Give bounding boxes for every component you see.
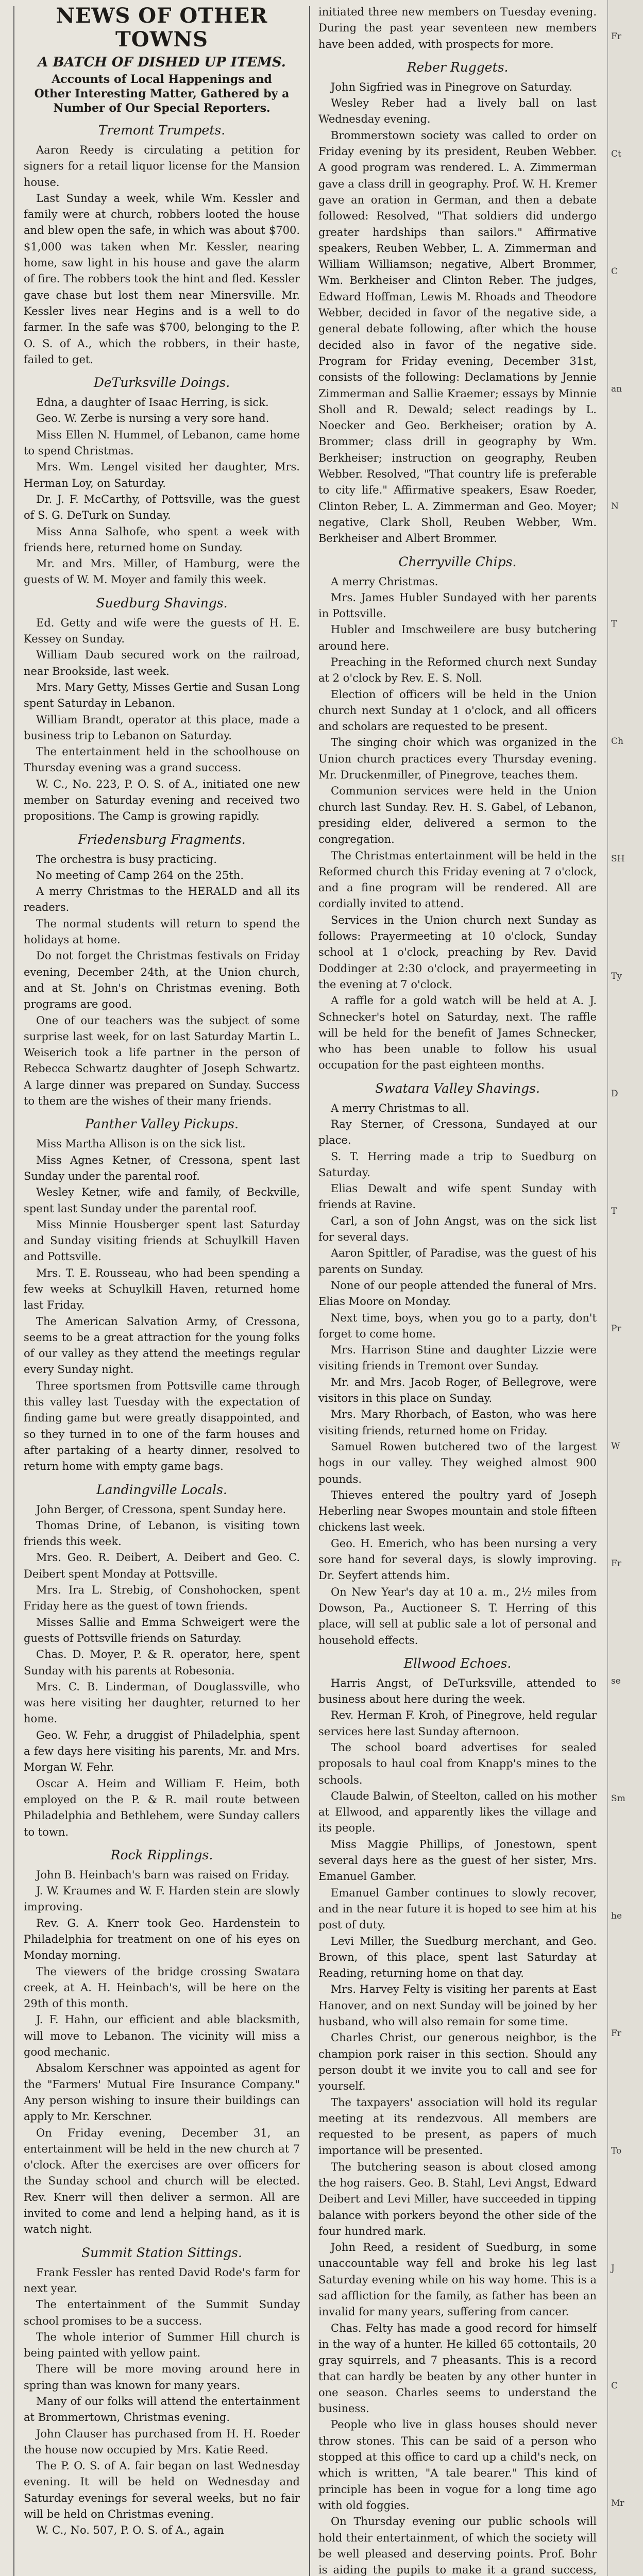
edge-text-fragment: Fr	[611, 31, 621, 42]
news-item: John Berger, of Cressona, spent Sunday here.	[36, 1503, 286, 1516]
section-heading: Rock Ripplings.	[110, 1847, 213, 1862]
news-section	[318, 1081, 597, 1649]
news-item: People who live in glass houses should never throw stones. This can be said of a person who stopped at this office to card up a child's neck, on which is written, "A tale bearer." This kind of principle has been in vogue for a long time ago with old foggies.	[318, 2418, 597, 2512]
news-item: Brommerstown society was called to order on Friday evening by its president, Reuben Webber. A good program was rendered. L. A. Zimmerman gave a class drill in geography. Prof. W. H. Kremer gave an oration in German, and then a debate followed: Resolved, "That soldiers did undergo greater hardships than sailors." Affirmative speakers, Reuben Webber, L. A. Zimmerman and William Williamson; negative, Albert Brommer, Wm. Berkheiser and Clinton Reber. The judges, Edward Hoffman, Lewis M. Rhoads and Theodore Webber, decided in favor of the negative side, a general debate following, after which the house decided also in favor of the negative side. Program for Friday evening, December 31st, consists of the following: Declamations by Jennie Zimmerman and Sallie Kraemer; essays by Minnie Sholl and R. Dewald; select readings by L. Noecker and Geo. Berkheiser; oration by A. Brommer; class drill in geography by Wm. Berkheiser; instruction on geography, Reuben Webber. Resolved, "That country life is preferable to city life." Affirmative speakers, Esaw Roeder, Clinton Reber, L. A. Zimmerman and Geo. Moyer; negative, Clark Sholl, Reuben Webber, Wm. Berkheiser and Albert Brommer.	[318, 129, 597, 545]
right-sections	[318, 60, 597, 2576]
edge-text-fragment: Pr	[611, 1324, 621, 1334]
news-item: Carl, a son of John Angst, was on the sick list for several days.	[318, 1214, 597, 1244]
edge-text-fragment: D	[611, 1089, 618, 1099]
news-item: Miss Martha Allison is on the sick list.	[36, 1138, 246, 1150]
news-section	[24, 375, 300, 588]
news-item: John Reed, a resident of Suedburg, in some unaccountable way fell and broke his leg last Saturday evening while on his way home. This is a sad affliction for the family, as father has been an invalid for many years, suffering from cancer.	[318, 2241, 597, 2318]
news-item: Miss Minnie Housberger spent last Saturday and Sunday visiting friends at Schuylkill Haven and Pottsville.	[24, 1218, 300, 1263]
news-item: Geo. W. Fehr, a druggist of Philadelphia, spent a few days here visiting his parents, Mr. and Mrs. Morgan W. Fehr.	[24, 1728, 300, 1774]
edge-text-fragment: T	[611, 619, 617, 629]
news-item: W. C., No. 223, P. O. S. of A., initiated one new member on Saturday evening and received two propositions. The Camp is growing rapidly.	[24, 777, 300, 823]
news-item: Do not forget the Christmas festivals on Friday evening, December 24th, at the Union church, and at St. John's on Christmas evening. Both programs are good.	[24, 950, 300, 1011]
news-item: A raffle for a gold watch will be held at A. J. Schnecker's hotel on Saturday, next. The raffle will be held for the benefit of James Schnecker, who has been unable to follow his usual occupation for the past eighteen months.	[318, 994, 597, 1072]
news-item: Miss Maggie Phillips, of Jonestown, spent several days here as the guest of her sister, Mrs. Emanuel Gamber.	[318, 1838, 597, 1883]
edge-text-fragment: Ty	[611, 971, 622, 981]
news-section	[318, 1656, 597, 2576]
news-item: Mr. and Mrs. Miller, of Hamburg, were the guests of W. M. Moyer and family this week.	[24, 557, 300, 586]
news-item: John Clauser has purchased from H. H. Roeder the house now occupied by Mrs. Katie Reed.	[24, 2427, 300, 2456]
news-item: Wesley Ketner, wife and family, of Beckville, spent last Sunday under the parental roof.	[24, 1186, 300, 1215]
edge-text-fragment: C	[611, 266, 618, 277]
section-heading: Cherryville Chips.	[398, 554, 517, 569]
deck-summary: Accounts of Local Happenings and Other Interesting Matter, Gathered by a Number of Our Special Reporters.	[34, 73, 290, 115]
section-heading: Friedensburg Fragments.	[78, 832, 246, 847]
news-item: Preaching in the Reformed church next Sunday at 2 o'clock by Rev. E. S. Noll.	[318, 655, 597, 685]
news-item: The school board advertises for sealed proposals to haul coal from Knapp's mines to the schools.	[318, 1741, 597, 1786]
news-item: The entertainment held in the schoolhouse on Thursday evening was a grand success.	[24, 745, 300, 774]
news-item: Three sportsmen from Pottsville came through this valley last Tuesday with the expectation of finding game but were greatly disappointed, and so they turned in to one of the farm houses and after partaking of a hearty dinner, resolved to return home with empty game bags.	[24, 1379, 300, 1473]
page-title: NEWS OF OTHER TOWNS	[56, 4, 268, 52]
news-item: Hubler and Imschweilere are busy butchering around here.	[318, 623, 597, 652]
news-item: A merry Christmas to the HERALD and all its readers.	[24, 885, 300, 914]
news-item: The butchering season is about closed among the hog raisers. Geo. B. Stahl, Levi Angst, Edward Deibert and Levi Miller, have succeeded in tipping balance with porkers beyond the other side of the four hundred mark.	[318, 2160, 597, 2238]
edge-text-fragment: an	[611, 384, 622, 394]
news-item: John Sigfried was in Pinegrove on Saturday.	[331, 80, 572, 93]
news-item: Rev. G. A. Knerr took Geo. Hardenstein to Philadelphia for treatment on one of his eyes on Monday morning.	[24, 1917, 300, 1962]
edge-text-fragment: Ct	[611, 149, 621, 159]
news-item: Miss Agnes Ketner, of Cressona, spent last Sunday under the parental roof.	[24, 1154, 300, 1182]
edge-text-fragment: Mr	[611, 2498, 624, 2509]
news-item: On Thursday evening our public schools will hold their entertainment, of which the society will be well pleased and deserving points. Prof. Bohr is aiding the pupils to make it a grand success,	[318, 2515, 597, 2576]
news-item: The Christmas entertainment will be held in the Reformed church this Friday evening at 7 o'clock, and a fine program will be rendered. All are cordially invited to attend.	[318, 849, 597, 910]
news-item: Aaron Reedy is circulating a petition for signers for a retail liquor license for the Mansion house.	[24, 144, 300, 189]
news-item: Levi Miller, the Suedburg merchant, and Geo. Brown, of this place, spent last Saturday at Reading, returning home on that day.	[318, 1935, 597, 1980]
news-item: On Friday evening, December 31, an entertainment will be held in the new church at 7 o'clock. After the exercises are over officers for the Sunday school and church will be elected. Rev. Knerr will then deliver a sermon. All are invited to come and lend a helping hand, as it is watch night.	[24, 2126, 300, 2236]
news-item: Oscar A. Heim and William F. Heim, both employed on the P. & R. mail route between Philadelphia and Bethlehem, were Sunday callers to town.	[24, 1777, 300, 1838]
edge-text-fragment: Sm	[611, 1793, 625, 1804]
news-item: William Brandt, operator at this place, made a business trip to Lebanon on Saturday.	[24, 713, 300, 742]
news-section	[24, 123, 300, 368]
edge-text-fragment: SH	[611, 854, 625, 864]
news-item: The whole interior of Summer Hill church is being painted with yellow paint.	[24, 2330, 300, 2360]
news-item: The American Salvation Army, of Cressona, seems to be a great attraction for the young folks of our valley as they attend the meetings regular every Sunday night.	[24, 1315, 300, 1376]
news-item: Charles Christ, our generous neighbor, is the champion pork raiser in this section. Should any person doubt it we invite you to call and see for yourself.	[318, 2031, 597, 2093]
edge-text-fragment: To	[611, 2146, 622, 2156]
news-item: Ed. Getty and wife were the guests of H. E. Kessey on Sunday.	[24, 616, 300, 646]
section-heading: DeTurksville Doings.	[93, 375, 230, 391]
news-item: Chas. D. Moyer, P. & R. operator, here, spent Sunday with his parents at Robesonia.	[24, 1648, 300, 1677]
news-item: Next time, boys, when you go to a party, don't forget to come home.	[318, 1311, 597, 1340]
news-item: Mrs. James Hubler Sundayed with her parents in Pottsville.	[318, 591, 597, 620]
left-sections	[24, 123, 300, 2539]
news-item: No meeting of Camp 264 on the 25th.	[36, 869, 244, 882]
section-heading: Tremont Trumpets.	[98, 123, 226, 138]
news-item: Harris Angst, of DeTurksville, attended to business about here during the week.	[318, 1676, 597, 1706]
news-item: The entertainment of the Summit Sunday school promises to be a success.	[24, 2298, 300, 2327]
section-heading: Suedburg Shavings.	[96, 595, 228, 611]
news-item: The viewers of the bridge crossing Swatara creek, at A. H. Heinbach's, will be here on the 29th of this month.	[24, 1965, 300, 2010]
news-section	[24, 1848, 300, 2238]
news-item: A merry Christmas.	[331, 575, 438, 588]
edge-text-fragment: Ch	[611, 736, 623, 747]
news-item: Mrs. Ira L. Strebig, of Conshohocken, spent Friday here as the guest of town friends.	[24, 1584, 300, 1613]
news-item: Wesley Reber had a lively ball on last Wednesday evening.	[318, 97, 597, 126]
news-item: Last Sunday a week, while Wm. Kessler and family were at church, robbers looted the house and blew open the safe, in which was about $700. $1,000 was taken when Mr. Kessler, nearing home, saw light in his house and gave the alarm of fire. The robbers took the hint and fled. Kessler gave chase but lost them near Minersville. Mr. Kessler lives near Hegins and is a well to do farmer. In the safe was $700, belonging to the P. O. S. of A., which the robbers, in their haste, failed to get.	[24, 192, 300, 366]
news-section	[318, 554, 597, 1074]
news-item: Communion services were held in the Union church last Sunday. Rev. H. S. Gabel, of Lebanon, presiding elder, delivered a sermon to the congregation.	[318, 785, 597, 846]
news-item: Thomas Drine, of Lebanon, is visiting town friends this week.	[24, 1519, 300, 1548]
news-item: Chas. Felty has made a good record for himself in the way of a hunter. He killed 65 cottontails, 20 gray squirrels, and 7 pheasants. This is a record that can hardly be beaten by any other hunter in one season. Charles seems to understand the business.	[318, 2321, 597, 2415]
edge-text-fragment: Fr	[611, 1558, 621, 1569]
news-item: Aaron Spittler, of Paradise, was the guest of his parents on Sunday.	[318, 1247, 597, 1276]
news-item: The taxpayers' association will hold its regular meeting at its rendezvous. All members are requested to be present, as papers of much importance will be presented.	[318, 2096, 597, 2157]
news-item: S. T. Herring made a trip to Suedburg on Saturday.	[318, 1150, 597, 1179]
edge-text-fragment: W	[611, 1441, 620, 1451]
news-item: Mrs. T. E. Rousseau, who had been spending a few weeks at Schuylkill Haven, returned home last Friday.	[24, 1266, 300, 1312]
section-heading: Panther Valley Pickups.	[85, 1116, 239, 1132]
news-item: Mr. and Mrs. Jacob Roger, of Bellegrove, were visitors in this place on Sunday.	[318, 1376, 597, 1405]
news-item: Absalom Kerschner was appointed as agent for the "Farmers' Mutual Fire Insurance Company." Any person wishing to insure their buildings can apply to Mr. Kerschner.	[24, 2062, 300, 2123]
news-item: John B. Heinbach's barn was raised on Friday.	[36, 1868, 290, 1881]
news-item: Mrs. Wm. Lengel visited her daughter, Mrs. Herman Loy, on Saturday.	[24, 461, 300, 489]
news-section	[24, 1116, 300, 1475]
news-item: J. F. Hahn, our efficient and able blacksmith, will move to Lebanon. The vicinity will miss a good mechanic.	[24, 2013, 300, 2059]
news-item: Misses Sallie and Emma Schweigert were the guests of Pottsville friends on Saturday.	[24, 1616, 300, 1645]
edge-text-fragment: N	[611, 501, 619, 512]
edge-text-fragment: J	[611, 2263, 615, 2274]
edge-text-fragment: se	[611, 1676, 621, 1686]
news-item: The orchestra is busy practicing.	[36, 853, 217, 866]
subheadline: A BATCH OF DISHED UP ITEMS.	[38, 55, 286, 70]
edge-text-fragment: C	[611, 2381, 618, 2391]
news-item: The P. O. S. of A. fair began on last Wednesday evening. It will be held on Wednesday and Saturday evenings for several weeks, but no fair will be held on Christmas evening.	[24, 2460, 300, 2521]
news-item: Samuel Rowen butchered two of the largest hogs in our valley. They weighed almost 900 pounds.	[318, 1440, 597, 1485]
news-item: Services in the Union church next Sunday as follows: Prayermeeting at 10 o'clock, Sunday school at 1 o'clock, preaching by Rev. David Doddinger at 2:30 o'clock, and prayermeeting in the evening at 7 o'clock.	[318, 913, 597, 991]
news-item: Claude Balwin, of Steelton, called on his mother at Ellwood, and apparently likes the village and its people.	[318, 1789, 597, 1835]
news-item: William Daub secured work on the railroad, near Brookside, last week.	[24, 649, 300, 677]
news-section	[24, 832, 300, 1110]
news-item: A merry Christmas to all.	[331, 1101, 469, 1114]
news-item: None of our people attended the funeral of Mrs. Elias Moore on Monday.	[318, 1279, 597, 1308]
news-item: Mrs. Mary Rhorbach, of Easton, who was here visiting friends, returned home on Friday.	[318, 1408, 597, 1437]
news-item: Miss Anna Salhofe, who spent a week with friends here, returned home on Sunday.	[24, 525, 300, 554]
news-section	[24, 2245, 300, 2539]
edge-text-fragment: he	[611, 1911, 622, 1921]
news-section	[318, 60, 597, 547]
news-item: Rev. Herman F. Kroh, of Pinegrove, held regular services here last Sunday afternoon.	[318, 1709, 597, 1738]
news-item: Many of our folks will attend the entertainment at Brommertown, Christmas evening.	[24, 2395, 300, 2424]
news-item: On New Year's day at 10 a. m., 2½ miles from Dowson, Pa., Auctioneer S. T. Herring of this place, will sell at public sale a lot of personal and household effects.	[318, 1585, 597, 1647]
news-item: Mrs. Geo. R. Deibert, A. Deibert and Geo. C. Deibert spent Monday at Pottsville.	[24, 1551, 300, 1580]
adjacent-page-edge	[607, 0, 643, 2576]
left-column	[24, 0, 300, 2576]
news-item: Mrs. Harvey Felty is visiting her parents at East Hanover, and on next Sunday will be joined by her husband, who will also remain for some time.	[318, 1983, 597, 2028]
news-item: Elias Dewalt and wife spent Sunday with friends at Ravine.	[318, 1182, 597, 1211]
news-item: Frank Fessler has rented David Rode's farm for next year.	[24, 2266, 300, 2295]
edge-text-fragment: Fr	[611, 2028, 621, 2039]
news-item: Election of officers will be held in the Union church next Sunday at 1 o'clock, and all officers and scholars are requested to be present.	[318, 688, 597, 733]
section-heading: Landingville Locals.	[96, 1482, 227, 1497]
news-section	[24, 1482, 300, 1840]
section-heading: Reber Ruggets.	[407, 59, 509, 75]
section-heading: Summit Station Sittings.	[81, 2245, 242, 2260]
news-item: Emanuel Gamber continues to slowly recover, and in the near future it is hoped to see him at his post of duty.	[318, 1886, 597, 1931]
news-item: The singing choir which was organized in the Union church practices every Thursday evening. Mr. Druckenmiller, of Pinegrove, teaches them.	[318, 736, 597, 782]
news-item: Geo. W. Zerbe is nursing a very sore hand.	[36, 412, 269, 425]
section-heading: Ellwood Echoes.	[403, 1655, 512, 1671]
news-item: Thieves entered the poultry yard of Joseph Heberling near Swopes mountain and stole fifteen chickens last week.	[318, 1488, 597, 1534]
news-item: The normal students will return to spend the holidays at home.	[24, 917, 300, 946]
news-item: Dr. J. F. McCarthy, of Pottsville, was the guest of S. G. DeTurk on Sunday.	[24, 493, 300, 522]
continued-article	[318, 4, 597, 53]
column-divider	[309, 6, 310, 2576]
left-edge-rule	[13, 6, 14, 2576]
edge-text-fragment: T	[611, 1206, 617, 1216]
section-heading: Swatara Valley Shavings.	[375, 1080, 540, 1096]
news-item: Ray Sterner, of Cressona, Sundayed at our place.	[318, 1118, 597, 1147]
right-column	[318, 0, 597, 2576]
news-item: One of our teachers was the subject of some surprise last week, for on last Saturday Martin L. Weiserich took a life partner in the person of Rebecca Schwartz daughter of Joseph Schwartz. A large dinner was prepared on Sunday. Success to them are the wishes of their many friends.	[24, 1014, 300, 1108]
news-item: W. C., No. 507, P. O. S. of A., again	[36, 2524, 224, 2537]
news-item: Edna, a daughter of Isaac Herring, is sick.	[36, 396, 269, 409]
news-item: Mrs. C. B. Linderman, of Douglassville, who was here visiting her daughter, returned to her home.	[24, 1680, 300, 1725]
news-item: Mrs. Mary Getty, Misses Gertie and Susan Long spent Saturday in Lebanon.	[24, 681, 300, 710]
news-item: Mrs. Harrison Stine and daughter Lizzie were visiting friends in Tremont over Sunday.	[318, 1344, 597, 1372]
news-item: There will be more moving around here in spring than was known for many years.	[24, 2363, 300, 2392]
news-section	[24, 596, 300, 825]
news-item: initiated three new members on Tuesday evening. During the past year seventeen new members have been added, with prospects for more.	[318, 6, 597, 50]
news-item: Geo. H. Emerich, who has been nursing a very sore hand for several days, is slowly improving. Dr. Seyfert attends him.	[318, 1537, 597, 1582]
news-item: J. W. Kraumes and W. F. Harden stein are slowly improving.	[24, 1885, 300, 1913]
news-item: Miss Ellen N. Hummel, of Lebanon, came home to spend Christmas.	[24, 428, 300, 457]
